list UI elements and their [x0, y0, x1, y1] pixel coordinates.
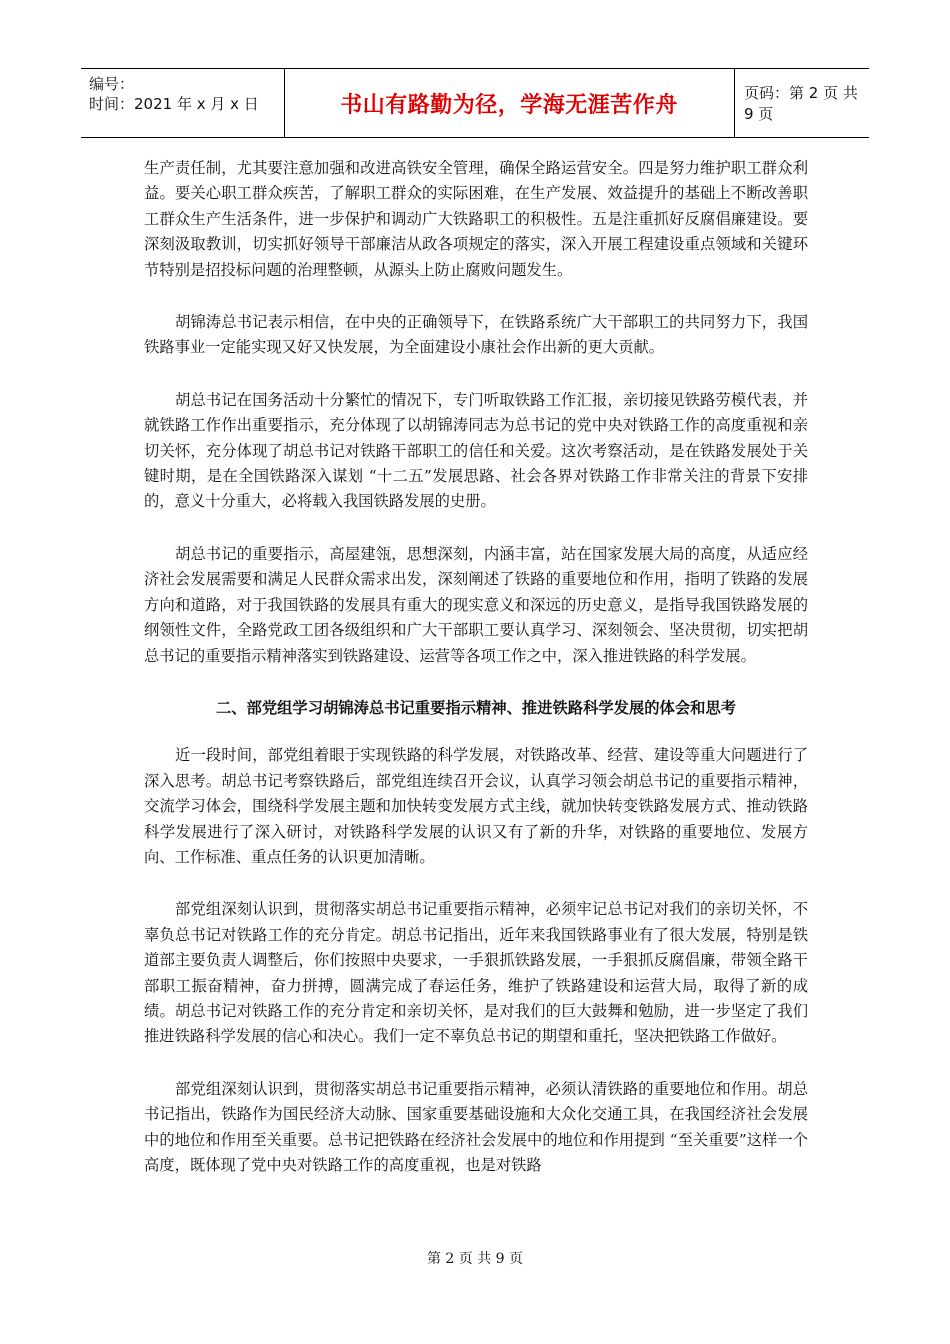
- paragraph: 胡总书记在国务活动十分繁忙的情况下，专门听取铁路工作汇报，亲切接见铁路劳模代表，并就铁路工作作出重要指示，充分体现了以胡锦涛同志为总书记的党中央对铁路工作的高度重视和亲切关怀，充分体现了胡总书记对铁路干部职工的信任和关爱。这次考察活动，是在铁路发展处于关键时期，是在全国铁路深入谋划 “十二五”发展思路、社会各界对铁路工作非常关注的背景下安排的，意义十分重大，必将载入我国铁路发展的史册。: [144, 390, 808, 511]
- motto-text: 书山有路勤为径，学海无涯苦作舟: [340, 92, 678, 118]
- paragraph: 生产责任制，尤其要注意加强和改进高铁安全管理，确保全路运营安全。四是努力维护职工群众利益。要关心职工群众疾苦，了解职工群众的实际困难，在生产发展、效益提升的基础上不断改善职工群众生产生活条件，进一步保护和调动广大铁路职工的积极性。五是注重抓好反腐倡廉建设。要深刻汲取教训，切实抓好领导干部廉洁从政各项规定的落实，深入开展工程建设重点领域和关键环节特别是招投标问题的治理整顿，从源头上防止腐败问题发生。: [144, 159, 808, 279]
- document-body: [144, 156, 808, 1205]
- paragraph: 部党组深刻认识到，贯彻落实胡总书记重要指示精神，必须牢记总书记对我们的亲切关怀，不辜负总书记对铁路工作的充分肯定。胡总书记指出，近年来我国铁路事业有了很大发展，特别是铁道部主要负责人调整后，你们按照中央要求，一手狠抓铁路发展，一手狠抓反腐倡廉，带领全路干部职工振奋精神，奋力拼搏，圆满完成了春运任务，维护了铁路建设和运营大局，取得了新的成绩。胡总书记对铁路工作的充分肯定和亲切关怀，是对我们的巨大鼓舞和勉励，进一步坚定了我们推进铁路科学发展的信心和决心。我们一定不辜负总书记的期望和重托，坚决把铁路工作做好。: [144, 900, 808, 1046]
- paragraph: 近一段时间，部党组着眼于实现铁路的科学发展，对铁路改革、经营、建设等重大问题进行了深入思考。胡总书记考察铁路后，部党组连续召开会议，认真学习领会胡总书记的重要指示精神，交流学习体会，围绕科学发展主题和加快转变发展方式主线，就加快转变铁路发展方式、推动铁路科学发展进行了深入研讨，对铁路科学发展的认识又有了新的升华，对铁路的重要地位、发展方向、工作标准、重点任务的认识更加清晰。: [144, 746, 808, 866]
- header-motto: [284, 69, 735, 137]
- page-footer: 第 2 页 共 9 页: [426, 1251, 524, 1267]
- header-meta: [81, 69, 285, 137]
- paragraph: 部党组深刻认识到，贯彻落实胡总书记重要指示精神，必须认清铁路的重要地位和作用。胡总书记指出，铁路作为国民经济大动脉、国家重要基础设施和大众化交通工具，在我国经济社会发展中的地位和作用至关重要。总书记把铁路在经济社会发展中的地位和作用提到 “至关重要”这样一个高度，既体现了党中央对铁路工作的高度重视，也是对铁路: [144, 1079, 808, 1174]
- page-header: [81, 68, 869, 138]
- document-number-label: 编号：: [89, 75, 135, 93]
- header-page-info: [734, 69, 869, 137]
- document-date: 时间：2021 年 x 月 x 日: [89, 95, 259, 113]
- paragraph: 胡总书记的重要指示，高屋建瓴，思想深刻，内涵丰富，站在国家发展大局的高度，从适应经济社会发展需要和满足人民群众需求出发，深刻阐述了铁路的重要地位和作用，指明了铁路的发展方向和道路，对于我国铁路的发展具有重大的现实意义和深远的历史意义，是指导我国铁路发展的纲领性文件，全路党政工团各级组织和广大干部职工要认真学习、深刻领会、坚决贯彻，切实把胡总书记的重要指示精神落实到铁路建设、运营等各项工作之中，深入推进铁路的科学发展。: [144, 544, 808, 665]
- page-info-text: 页码：第 2 页 共 9 页: [744, 84, 858, 123]
- section-heading: 二、部党组学习胡锦涛总书记重要指示精神、推进铁路科学发展的体会和思考: [215, 698, 737, 717]
- paragraph: 胡锦涛总书记表示相信，在中央的正确领导下，在铁路系统广大干部职工的共同努力下，我国铁路事业一定能实现又好又快发展，为全面建设小康社会作出新的更大贡献。: [144, 313, 808, 357]
